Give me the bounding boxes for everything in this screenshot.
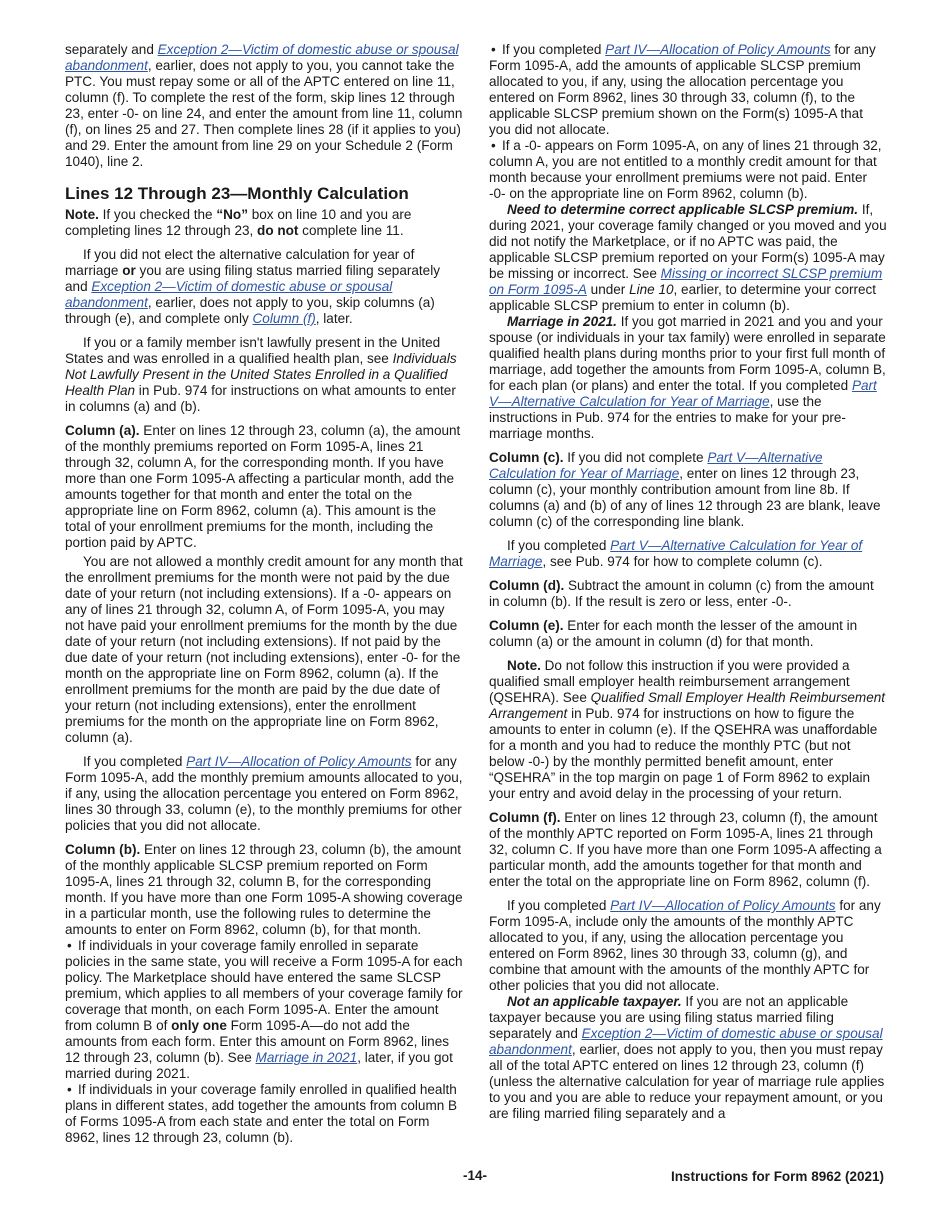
body-text: box on line 10 and you are completing lines 12 through 23, [65, 207, 412, 238]
cross-reference-link[interactable]: Missing or incorrect SLCSP premium on Form 1095-A [489, 266, 883, 297]
emphasis-text: or [122, 263, 136, 278]
body-text: If you completed [507, 538, 611, 553]
body-text: Enter on lines 12 through 23, column (b), the amount of the monthly applicable SLCSP premium reported on Form 1095-A, lines 21 through 32, column B, for the corresponding month. If you have more than one Form 1095-A showing coverage in a particular month, use the following rules to determine the amounts to enter on Form 8962, column (b), for that month. [65, 842, 463, 937]
body-text: , later, if you got married during 2021. [65, 1050, 453, 1081]
cross-reference-link[interactable]: Part V—Alternative Calculation for Year of Marriage [489, 450, 823, 481]
emphasis-text: Note. [65, 207, 99, 222]
body-text: you are using filing status married filing separately and [65, 263, 440, 294]
cross-reference-link[interactable]: Part V—Alternative Calculation for Year of Marriage [489, 538, 863, 569]
body-text: separately and [65, 42, 158, 57]
body-text: If you did not complete [563, 450, 708, 465]
bullet-item [65, 1082, 463, 1146]
body-text: under [586, 282, 630, 297]
bullet-item [489, 138, 887, 202]
body-text: If you are not an applicable taxpayer because you are using filing status married filing separately and [489, 994, 849, 1041]
body-text: If you completed [507, 898, 611, 913]
body-text: If a -0- appears on Form 1095-A, on any of lines 21 through 32, column A, you are not entitled to a monthly credit amount for that month because your enrollment premiums were not paid. Enter -0- on the appropriate line on Form 8962, column (b). [489, 138, 882, 201]
paragraph [489, 450, 887, 530]
body-text: If, during 2021, your coverage family changed or you moved and you did not notify the Marketplace, or if no APTC was paid, the applicable SLCSP premium reported on your Form(s) 1095-A may be missing or incorrect. See [489, 202, 887, 281]
paragraph [65, 754, 463, 834]
body-text: If individuals in your coverage family enrolled in qualified health plans in different states, add together the amounts from column B of Forms 1095-A from each state and enter the total on Form 8962, lines 12 through 23, column (b). [65, 1082, 458, 1145]
emphasis-text: Marriage in 2021. [507, 314, 617, 329]
body-text: Form 1095-A—do not add the amounts from each form. Enter this amount on Form 8962, lines 12 through 23, column (b). See [65, 1018, 450, 1065]
cross-reference-link[interactable]: Exception 2—Victim of domestic abuse or spousal abandonment [65, 279, 393, 310]
emphasis-text: “No” [216, 207, 248, 222]
paragraph [489, 578, 887, 610]
emphasis-text: Column (c). [489, 450, 564, 465]
body-text: for any Form 1095-A, add the amounts of applicable SLCSP premium allocated to you, if any, using the allocation percentage you entered on Form 8962, lines 30 through 33, column (f), to the applicable SLCSP premium shown on the Form(s) 1095-A that you did not allocate. [489, 42, 876, 137]
cross-reference-link[interactable]: Part IV—Allocation of Policy Amounts [605, 42, 831, 57]
body-text: , later. [315, 311, 353, 326]
body-text: If you got married in 2021 and you and your spouse (or individuals in your tax family) were enrolled in separate qualified health plans during months prior to your first full month of marriage, add together the amounts from Form 1095-A, column B, for each plan (or plans) and enter the total. If you completed [489, 314, 886, 393]
body-text: Enter on lines 12 through 23, column (a), the amount of the monthly premiums reported on Form 1095-A, lines 21 through 32, column A, for the corresponding month. If you have more than one Form 1095-A affecting a particular month, add the amounts together for that month and enter the total on the appropriate line on Form 8962, column (a). This amount is the total of your enrollment premiums for the month, including the portion paid by APTC. [65, 423, 461, 550]
body-text: You are not allowed a monthly credit amount for any month that the enrollment premiums for the month were not paid by the due date of your return (not including extensions). If a -0- appears on any of lines 21 through 32, column A, of Form 1095-A, you may not have paid your enrollment premiums for the month by the due date of your return (not including extensions). If not paid by the due date of your return (not including extensions), enter -0- for the month on the appropriate line on Form 8962, column (a). If the enrollment premiums for the month are paid by the due date of your return (not including extensions), enter the enrollment premiums for the month on the appropriate line on Form 8962, column (a). [65, 554, 463, 745]
emphasis-text: Column (a). [65, 423, 140, 438]
bullet-item [489, 42, 887, 138]
body-text: If you checked the [98, 207, 217, 222]
paragraph [65, 247, 463, 327]
body-text: Enter on lines 12 through 23, column (f), the amount of the monthly APTC reported on Form 1095-A, lines 21 through 32, column C. If you have more than one Form 1095-A affecting a particular month, add the amounts together for that month and enter the total on the appropriate line on Form 8962, column (f). [489, 810, 882, 889]
emphasis-text: Need to determine correct applicable SLCSP premium. [507, 202, 859, 217]
cross-reference-link[interactable]: Part V—Alternative Calculation for Year of Marriage [489, 378, 877, 409]
body-text: Lines 12 Through 23—Monthly Calculation [65, 184, 409, 203]
body-text: If individuals in your coverage family enrolled in separate policies in the same state, you will receive a Form 1095-A for each policy. The Marketplace should have entered the same SLCSP premium, which applies to all members of your coverage family for coverage that month, on each Form 1095-A. Enter the amount from column B of [65, 938, 463, 1033]
body-text: , earlier, does not apply to you, then you must repay all of the total APTC entered on lines 12 through 23, column (f) (unless the alternative calculation for year of marriage rule applies to you and you are able to reduce your repayment amount, or you are filing married filing separately and a [489, 1042, 885, 1121]
emphasis-text: Individuals Not Lawfully Present in the United States Enrolled in a Qualified Health Plan [65, 351, 457, 398]
body-text: If you did not elect the alternative calculation for year of marriage [65, 247, 415, 278]
cross-reference-link[interactable]: Exception 2—Victim of domestic abuse or spousal abandonment [489, 1026, 883, 1057]
paragraph [489, 202, 887, 314]
emphasis-text: Not an applicable taxpayer. [507, 994, 682, 1009]
body-text: Do not follow this instruction if you were provided a qualified small employer health reimbursement arrangement (QSEHRA). See [489, 658, 850, 705]
paragraph [65, 42, 463, 170]
paragraph [65, 842, 463, 938]
body-text: in Pub. 974 for instructions on how to figure the amounts to enter in column (e). If the QSEHRA was unaffordable for a month and you had to reduce the monthly PTC (but not below -0-) by the monthly permitted benefit amount, enter “QSEHRA” in the top margin on page 1 of Form 8962 to explain your entry and avoid delay in the processing of your return. [489, 706, 878, 801]
cross-reference-link[interactable]: Marriage in 2021 [255, 1050, 358, 1065]
body-text: If you completed [83, 754, 187, 769]
body-text: , earlier, to determine your correct applicable SLCSP premium to enter in column (b). [489, 282, 877, 313]
paragraph [489, 618, 887, 650]
cross-reference-link[interactable]: Part IV—Allocation of Policy Amounts [610, 898, 836, 913]
emphasis-text: Column (d). [489, 578, 565, 593]
body-text: for any Form 1095-A, include only the amounts of the monthly APTC allocated to you, if any, using the allocation percentage you entered on Form 8962, lines 30 through 33, column (g), and combine that amount with the amounts of the monthly APTC for other policies that you did not allocate. [489, 898, 881, 993]
emphasis-text: Column (b). [65, 842, 141, 857]
paragraph [489, 994, 887, 1122]
emphasis-text: Note. [507, 658, 541, 673]
emphasis-text: do not [257, 223, 299, 238]
paragraph [489, 658, 887, 802]
body-text: complete line 11. [298, 223, 404, 238]
footer-title: Instructions for Form 8962 (2021) [670, 1169, 884, 1184]
emphasis-text: only one [171, 1018, 227, 1033]
page-number: -14- [462, 1168, 487, 1183]
bullet-item [65, 938, 463, 1082]
paragraph [489, 314, 887, 442]
cross-reference-link[interactable]: Column (f) [252, 311, 316, 326]
emphasis-text: Column (e). [489, 618, 564, 633]
paragraph [65, 554, 463, 746]
right-column [489, 42, 887, 1130]
body-text: , use the instructions in Pub. 974 for the entries to make for your pre-marriage months. [489, 394, 846, 441]
paragraph [65, 207, 463, 239]
left-column [65, 42, 463, 1146]
paragraph [65, 423, 463, 551]
paragraph [65, 335, 463, 415]
body-text: If you completed [502, 42, 606, 57]
body-text: in Pub. 974 for instructions on what amounts to enter in columns (a) and (b). [65, 383, 456, 414]
emphasis-text: Line 10 [629, 282, 674, 297]
paragraph [489, 810, 887, 890]
paragraph [489, 898, 887, 994]
body-text: Subtract the amount in column (c) from the amount in column (b). If the result is zero or less, enter -0-. [489, 578, 874, 609]
body-text: If you or a family member isn't lawfully present in the United States and was enrolled in a qualified health plan, see [65, 335, 441, 366]
body-text: , see Pub. 974 for how to complete column (c). [542, 554, 823, 569]
body-text: Enter for each month the lesser of the amount in column (a) or the amount in column (d) for that month. [489, 618, 858, 649]
body-text: , enter on lines 12 through 23, column (c), your monthly contribution amount from line 8b. If columns (a) and (b) of any of lines 12 through 23 are blank, leave column (c) of the corresponding line blank. [489, 466, 881, 529]
cross-reference-link[interactable]: Part IV—Allocation of Policy Amounts [186, 754, 412, 769]
paragraph [489, 538, 887, 570]
body-text: , earlier, does not apply to you, skip columns (a) through (e), and complete only [65, 295, 435, 326]
emphasis-text: Qualified Small Employer Health Reimbursement Arrangement [489, 690, 886, 721]
emphasis-text: Column (f). [489, 810, 561, 825]
section-heading [65, 184, 463, 204]
body-text: for any Form 1095-A, add the monthly premium amounts allocated to you, if any, using the allocation percentage you entered on Form 8962, lines 30 through 33, column (e), to the monthly premiums for other policies that you did not allocate. [65, 754, 463, 833]
body-text: , earlier, does not apply to you, you cannot take the PTC. You must repay some or all of the APTC entered on line 11, column (f). To complete the rest of the form, skip lines 12 through 23, enter -0- on line 24, and enter the amount from line 11, column (f), on lines 25 and 27. Then complete lines 28 (if it applies to you) and 29. Enter the amount from line 29 on your Schedule 2 (Form 1040), line 2. [65, 58, 463, 169]
cross-reference-link[interactable]: Exception 2—Victim of domestic abuse or spousal abandonment [65, 42, 459, 73]
